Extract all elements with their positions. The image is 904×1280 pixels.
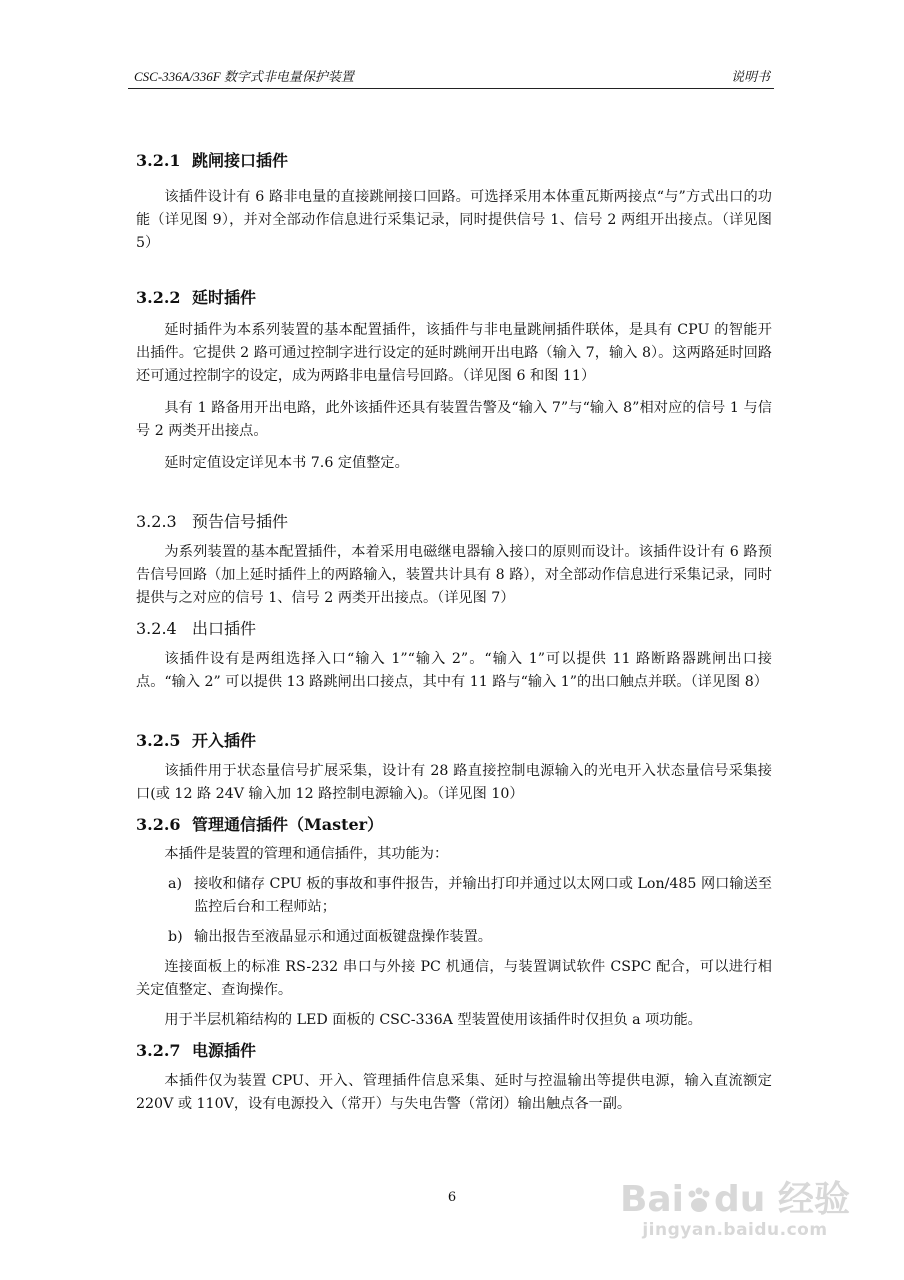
section-number: 3.2.6 [136, 815, 181, 834]
paragraph: 延时定值设定详见本书 7.6 定值整定。 [164, 455, 409, 471]
section-title: 延时插件 [192, 288, 257, 307]
section-title: 管理通信插件（Master） [192, 815, 384, 834]
list-item [168, 926, 772, 949]
section-title: 电源插件 [192, 1041, 257, 1060]
section-heading [136, 511, 772, 533]
section-heading [136, 618, 772, 640]
list-text: 接收和储存 CPU 板的事故和事件报告，并输出打印并通过以太网口或 Lon/485 网口输送至监控后台和工程师站； [194, 876, 772, 915]
list-text: 输出报告至液晶显示和通过面板键盘操作装置。 [194, 929, 492, 945]
paragraph: 具有 1 路备用开出电路，此外该插件还具有装置告警及“输入 7”与“输入 8”相对应的信号 1 与信号 2 两类开出接点。 [136, 400, 772, 439]
section-number: 3.2.1 [136, 151, 181, 170]
paragraph: 为系列装置的基本配置插件，本着采用电磁继电器输入接口的原则而设计。该插件设计有 6 路预告信号回路（加上延时插件上的两路输入，装置共计具有 8 路），对全部动作信息进行采集记录，同时提供与之对应的信号 1、信号 2 两类开出接点。（详见图 7） [136, 544, 772, 606]
section-title: 开入插件 [192, 731, 257, 750]
section-title: 预告信号插件 [192, 512, 289, 531]
paw-icon [684, 1186, 714, 1216]
paragraph: 延时插件为本系列装置的基本配置插件，该插件与非电量跳闸插件联体，是具有 CPU 的智能开出插件。它提供 2 路可通过控制字进行设定的延时跳闸开出电路（输入 7，输入 8）。这两路延时回路还可通过控制字的设定，成为两路非电量信号回路。（详见图 6 和图 11） [136, 322, 772, 384]
paragraph: 该插件设计有 6 路非电量的直接跳闸接口回路。可选择采用本体重瓦斯两接点“与”方式出口的功能（详见图 9），并对全部动作信息进行采集记录，同时提供信号 1、信号 2 两组开出接点。（详见图 5） [136, 189, 772, 251]
section-heading [136, 150, 772, 172]
paragraph: 本插件仅为装置 CPU、开入、管理插件信息采集、延时与控温输出等提供电源，输入直流额定 220V 或 110V，设有电源投入（常开）与失电告警（常闭）输出触点各一副。 [136, 1073, 772, 1112]
header-title: CSC-336A/336F 数字式非电量保护装置 [134, 69, 354, 84]
section-number: 3.2.2 [136, 288, 181, 307]
paragraph: 该插件设有是两组选择入口“输入 1”“输入 2”。“输入 1”可以提供 11 路断路器跳闸出口接点。“输入 2” 可以提供 13 路跳闸出口接点，其中有 11 路与“输入 1”的出口触点并联。（详见图 8） [136, 651, 772, 690]
section-number: 3.2.7 [136, 1041, 181, 1060]
section-heading [136, 1040, 772, 1062]
paragraph: 连接面板上的标准 RS-232 串口与外接 PC 机通信，与装置调试软件 CSPC 配合，可以进行相关定值整定、查询操作。 [136, 959, 772, 998]
list-marker: b) [168, 929, 183, 945]
watermark [620, 1180, 850, 1240]
section-heading [136, 814, 772, 836]
list-marker: a) [168, 876, 182, 892]
watermark-url: jingyan.baidu.com [642, 1220, 828, 1240]
section-number: 3.2.3 [136, 512, 177, 531]
section-heading [136, 730, 772, 752]
section-title: 跳闸接口插件 [192, 151, 289, 170]
section-heading [136, 287, 772, 309]
list-item [168, 873, 772, 919]
section-number: 3.2.4 [136, 619, 177, 638]
paragraph: 该插件用于状态量信号扩展采集，设计有 28 路直接控制电源输入的光电开入状态量信号采集接口(或 12 路 24V 输入加 12 路控制电源输入)。（详见图 10） [136, 763, 772, 802]
section-number: 3.2.5 [136, 731, 181, 750]
paragraph: 本插件是装置的管理和通信插件，其功能为： [164, 846, 449, 862]
header-doc-type: 说明书 [730, 69, 770, 84]
page-header [128, 64, 774, 89]
section-title: 出口插件 [192, 619, 257, 638]
paragraph: 用于半层机箱结构的 LED 面板的 CSC-336A 型装置使用该插件时仅担负 a 项功能。 [164, 1012, 702, 1028]
watermark-logo: Bai du 经验 [619, 1179, 850, 1220]
page-number: 6 [447, 1190, 457, 1205]
page-content [136, 150, 772, 1116]
